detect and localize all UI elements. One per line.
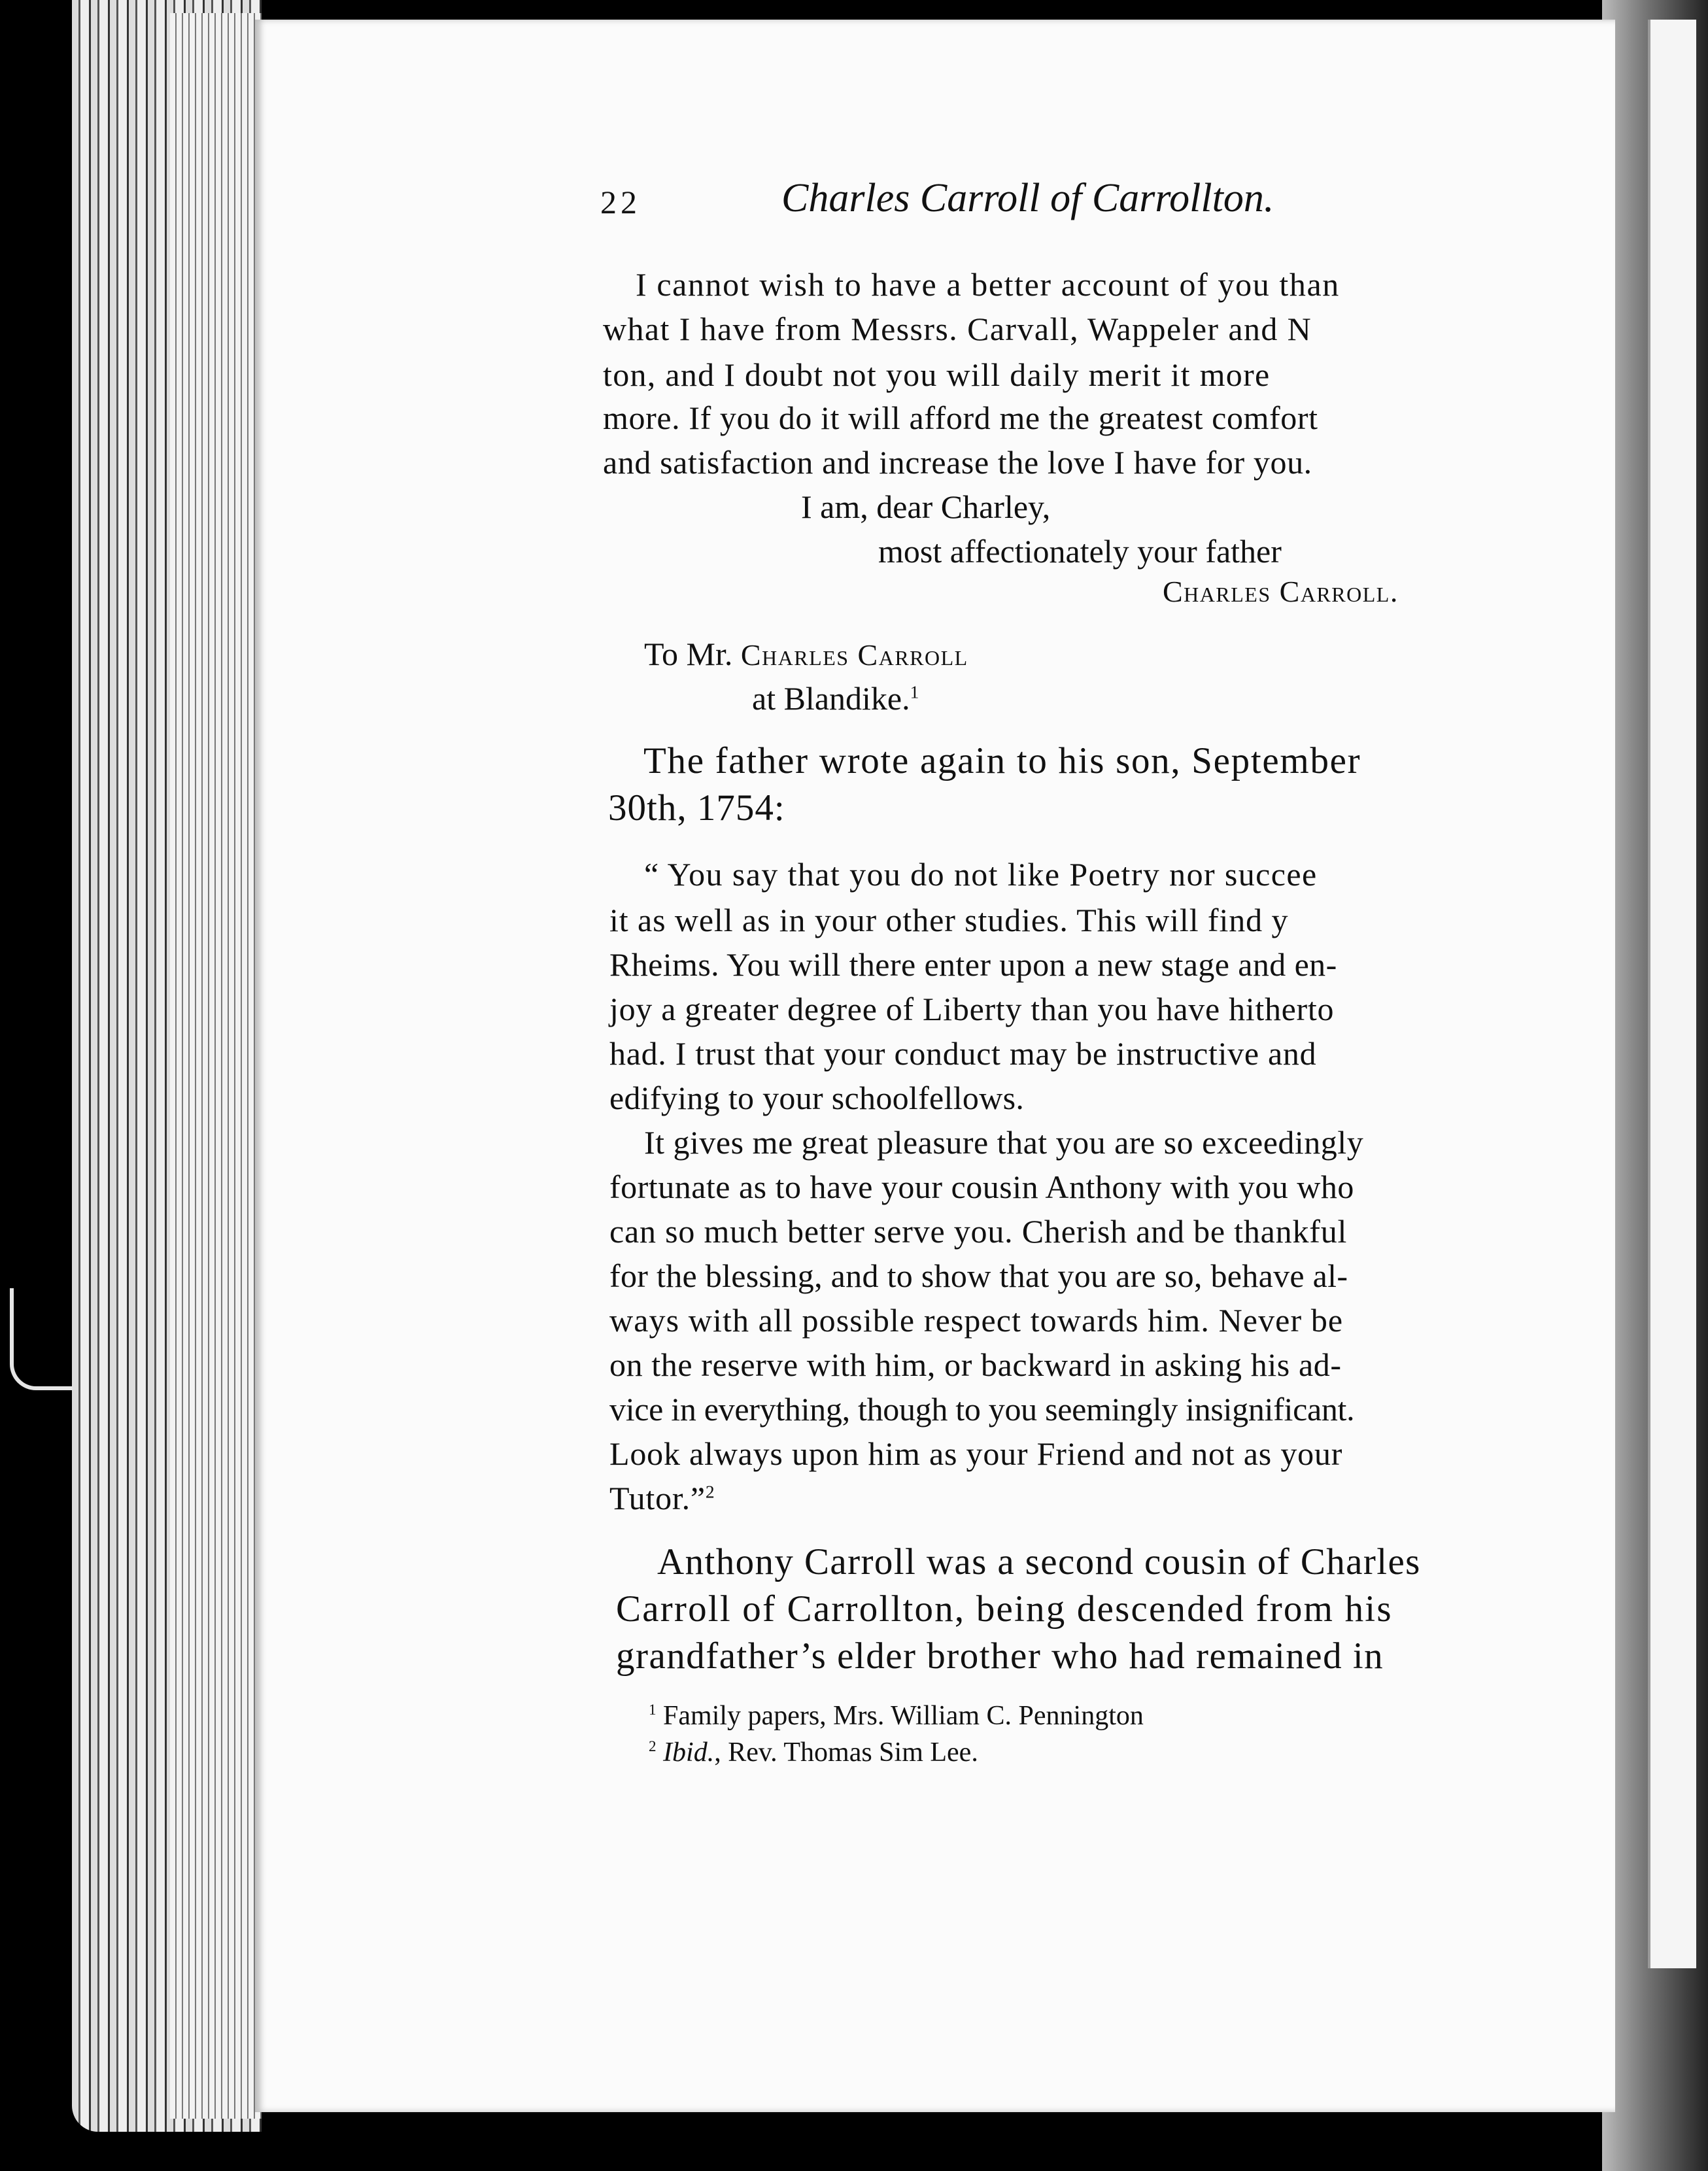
address-name: Charles Carroll [740, 638, 968, 672]
quote-line [609, 1482, 715, 1514]
footnote-ref-2: 2 [705, 1481, 715, 1502]
address-line-1 [644, 638, 968, 670]
letter-line: and satisfaction and increase the love I have for you. [603, 444, 1312, 481]
quote-line: Rheims. You will there enter upon a new stage and en- [609, 946, 1337, 983]
footnote-ref-1: 1 [910, 681, 919, 702]
binding-clip [10, 1288, 73, 1390]
quote-line: vice in everything, though to you seemingly insignificant. [609, 1391, 1355, 1427]
quote-line: can so much better serve you. Cherish and be thankful [609, 1213, 1348, 1250]
letter-closing: I am, dear Charley, [801, 488, 1051, 525]
footnote-marker: 1 [649, 1701, 657, 1718]
quote-line: It gives me great pleasure that you are so exceedingly [644, 1124, 1364, 1161]
address-prefix: To Mr. [644, 636, 733, 672]
letter-signature: Charles Carroll. [1163, 575, 1399, 608]
footnote-1 [649, 1702, 1144, 1730]
body-line: grandfather’s elder brother who had remained in [616, 1635, 1384, 1677]
letter-line: ton, and I doubt not you will daily merit it more [603, 356, 1271, 393]
quote-line: ways with all possible respect towards him. Never be [609, 1302, 1344, 1339]
footnote-text: Family papers, Mrs. William C. Pennington [663, 1701, 1144, 1731]
quote-line: had. I trust that your conduct may be instructive and [609, 1035, 1317, 1072]
footnote-2 [649, 1739, 978, 1766]
page-number: 22 [600, 184, 641, 220]
letter-line: I cannot wish to have a better account of you than [636, 266, 1340, 303]
letter-line: what I have from Messrs. Carvall, Wappeler and N [603, 311, 1312, 347]
letter-line: more. If you do it will afford me the greatest comfort [603, 400, 1318, 436]
address-line-2 [752, 682, 919, 715]
quote-line: for the blessing, and to show that you are so, behave al- [609, 1257, 1348, 1294]
facing-page-edge [1648, 20, 1696, 1968]
footnote-text: , Rev. Thomas Sim Lee. [714, 1737, 978, 1768]
quote-line: fortunate as to have your cousin Anthony with you who [609, 1169, 1354, 1205]
running-title: Charles Carroll of Carrollton. [781, 176, 1274, 220]
quote-line: Look always upon him as your Friend and not as your [609, 1435, 1343, 1472]
quote-last-text: Tutor.” [609, 1480, 706, 1516]
body-line: Carroll of Carrollton, being descended from his [616, 1588, 1393, 1630]
body-line: Anthony Carroll was a second cousin of Charles [657, 1541, 1421, 1582]
body-line: 30th, 1754: [608, 787, 785, 829]
address-place: at Blandike. [752, 680, 910, 717]
quote-line: edifying to your schoolfellows. [609, 1080, 1025, 1116]
quote-line: on the reserve with him, or backward in asking his ad- [609, 1346, 1342, 1383]
body-line: The father wrote again to his son, September [643, 740, 1361, 781]
letter-valediction: most affectionately your father [878, 533, 1282, 570]
footnote-ibid: Ibid. [663, 1737, 715, 1768]
quote-line: it as well as in your other studies. This will find y [609, 902, 1289, 938]
quote-line: joy a greater degree of Liberty than you have hitherto [609, 991, 1335, 1027]
footnote-marker: 2 [649, 1737, 657, 1754]
quote-line: “ You say that you do not like Poetry nor succee [644, 856, 1318, 893]
page-edges-inner [170, 13, 262, 2119]
